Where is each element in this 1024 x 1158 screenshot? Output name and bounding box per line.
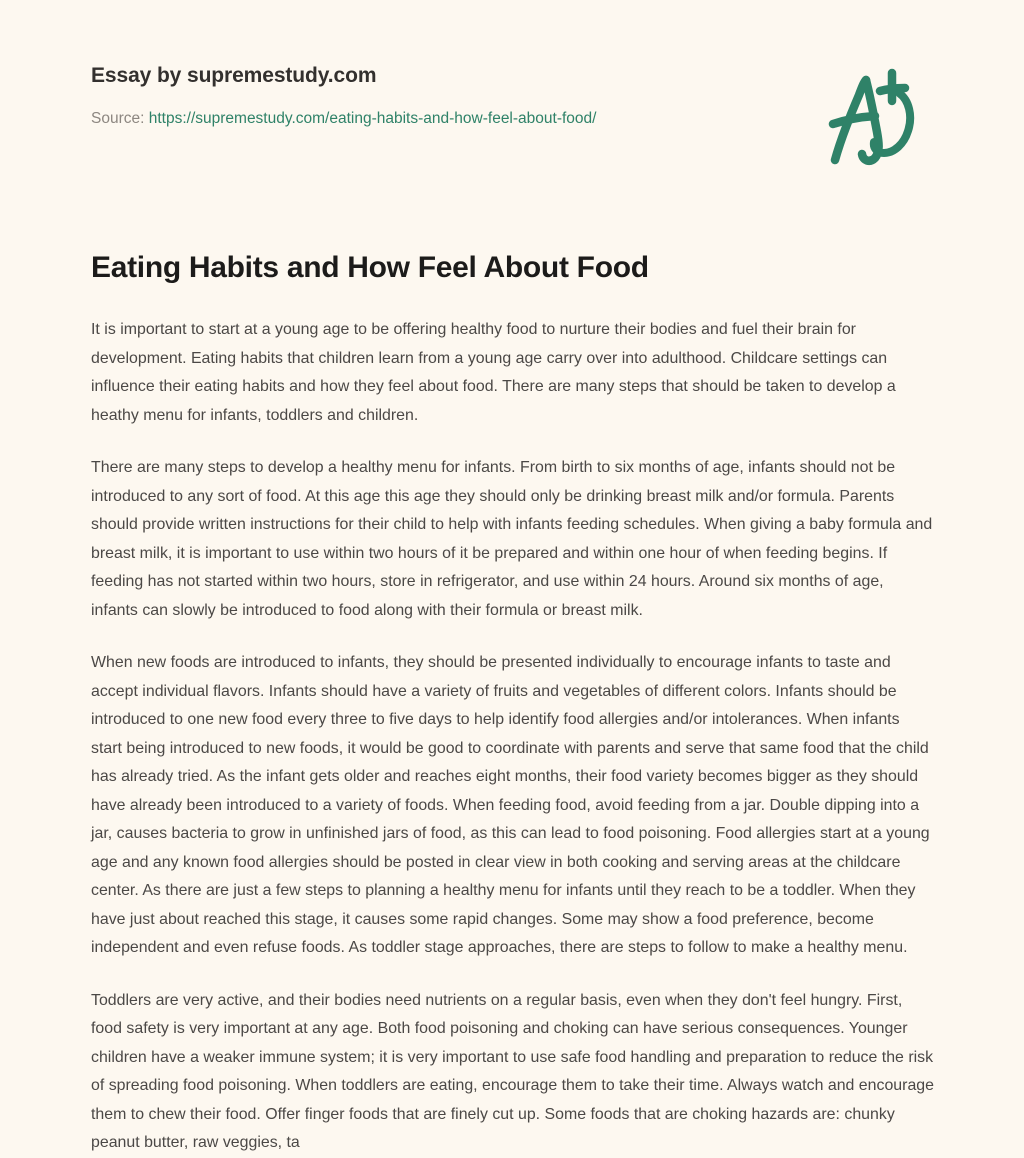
brand-line: Essay by supremestudy.com bbox=[91, 64, 377, 87]
body-paragraph: Toddlers are very active, and their bodies need nutrients on a regular basis, even when they don't feel hungry. First, food safety is very important at any age. Both food poisoning and choking can have serious consequences. Younger children have a weaker immune system; it is very important to use safe food handling and preparation to reduce the risk of spreading food poisoning. When toddlers are eating, encourage them to take their time. Always watch and encourage them to chew their food. Offer finger foods that are finely cut up. Some foods that are choking hazards are: chunky peanut butter, raw veggies, ta bbox=[91, 991, 934, 1151]
body-paragraph: When new foods are introduced to infants, they should be presented individually to encourage infants to taste and accept individual flavors. Infants should have a variety of fruits and vegetables of different colors. Infants should be introduced to one new food every three to five days to help identify food allergies and/or intolerances. When infants start being introduced to new foods, it would be good to coordinate with parents and serve that same food that the child has already tried. As the infant gets older and reaches eight months, their food variety becomes bigger as they should have already been introduced to a variety of foods. When feeding food, avoid feeding from a jar. Double dipping into a jar, causes bacteria to grow in unfinished jars of food, as this can lead to food poisoning. Food allergies start at a young age and any known food allergies should be posted in clear view in both cooking and serving areas at the childcare center. As there are just a few steps to planning a healthy menu for infants until they reach to be a toddler. When they have just about reached this stage, it causes some rapid changes. Some may show a food preference, become independent and even refuse foods. As toddler stage approaches, there are steps to follow to make a healthy menu. bbox=[91, 654, 930, 956]
source-line bbox=[91, 109, 791, 129]
article-body bbox=[91, 316, 934, 1158]
source-url-link[interactable]: https://supremestudy.com/eating-habits-and-how-feel-about-food/ bbox=[148, 110, 597, 127]
page-header bbox=[91, 62, 791, 129]
body-paragraph: There are many steps to develop a healthy menu for infants. From birth to six months of age, infants should not be introduced to any sort of food. At this age this age they should only be drinking breast milk and/or formula. Parents should provide written instructions for their child to help with infants feeding schedules. When giving a baby formula and breast milk, it is important to use within two hours of it be prepared and within one hour of when feeding begins. If feeding has not started within two hours, store in refrigerator, and use within 24 hours. Around six months of age, infants can slowly be introduced to food along with their formula or breast milk. bbox=[91, 459, 933, 619]
body-paragraph: It is important to start at a young age to be offering healthy food to nurture their bodies and fuel their brain for development. Eating habits that children learn from a young age carry over into adulthood. Childcare settings can influence their eating habits and how they feel about food. There are many steps that should be taken to develop a heathy menu for infants, toddlers and children. bbox=[91, 321, 896, 424]
source-label: Source: bbox=[91, 110, 145, 127]
a-plus-logo-icon bbox=[818, 68, 928, 168]
a-plus-logo[interactable] bbox=[818, 68, 928, 168]
article bbox=[91, 248, 934, 1158]
page-title: Eating Habits and How Feel About Food bbox=[91, 251, 649, 284]
